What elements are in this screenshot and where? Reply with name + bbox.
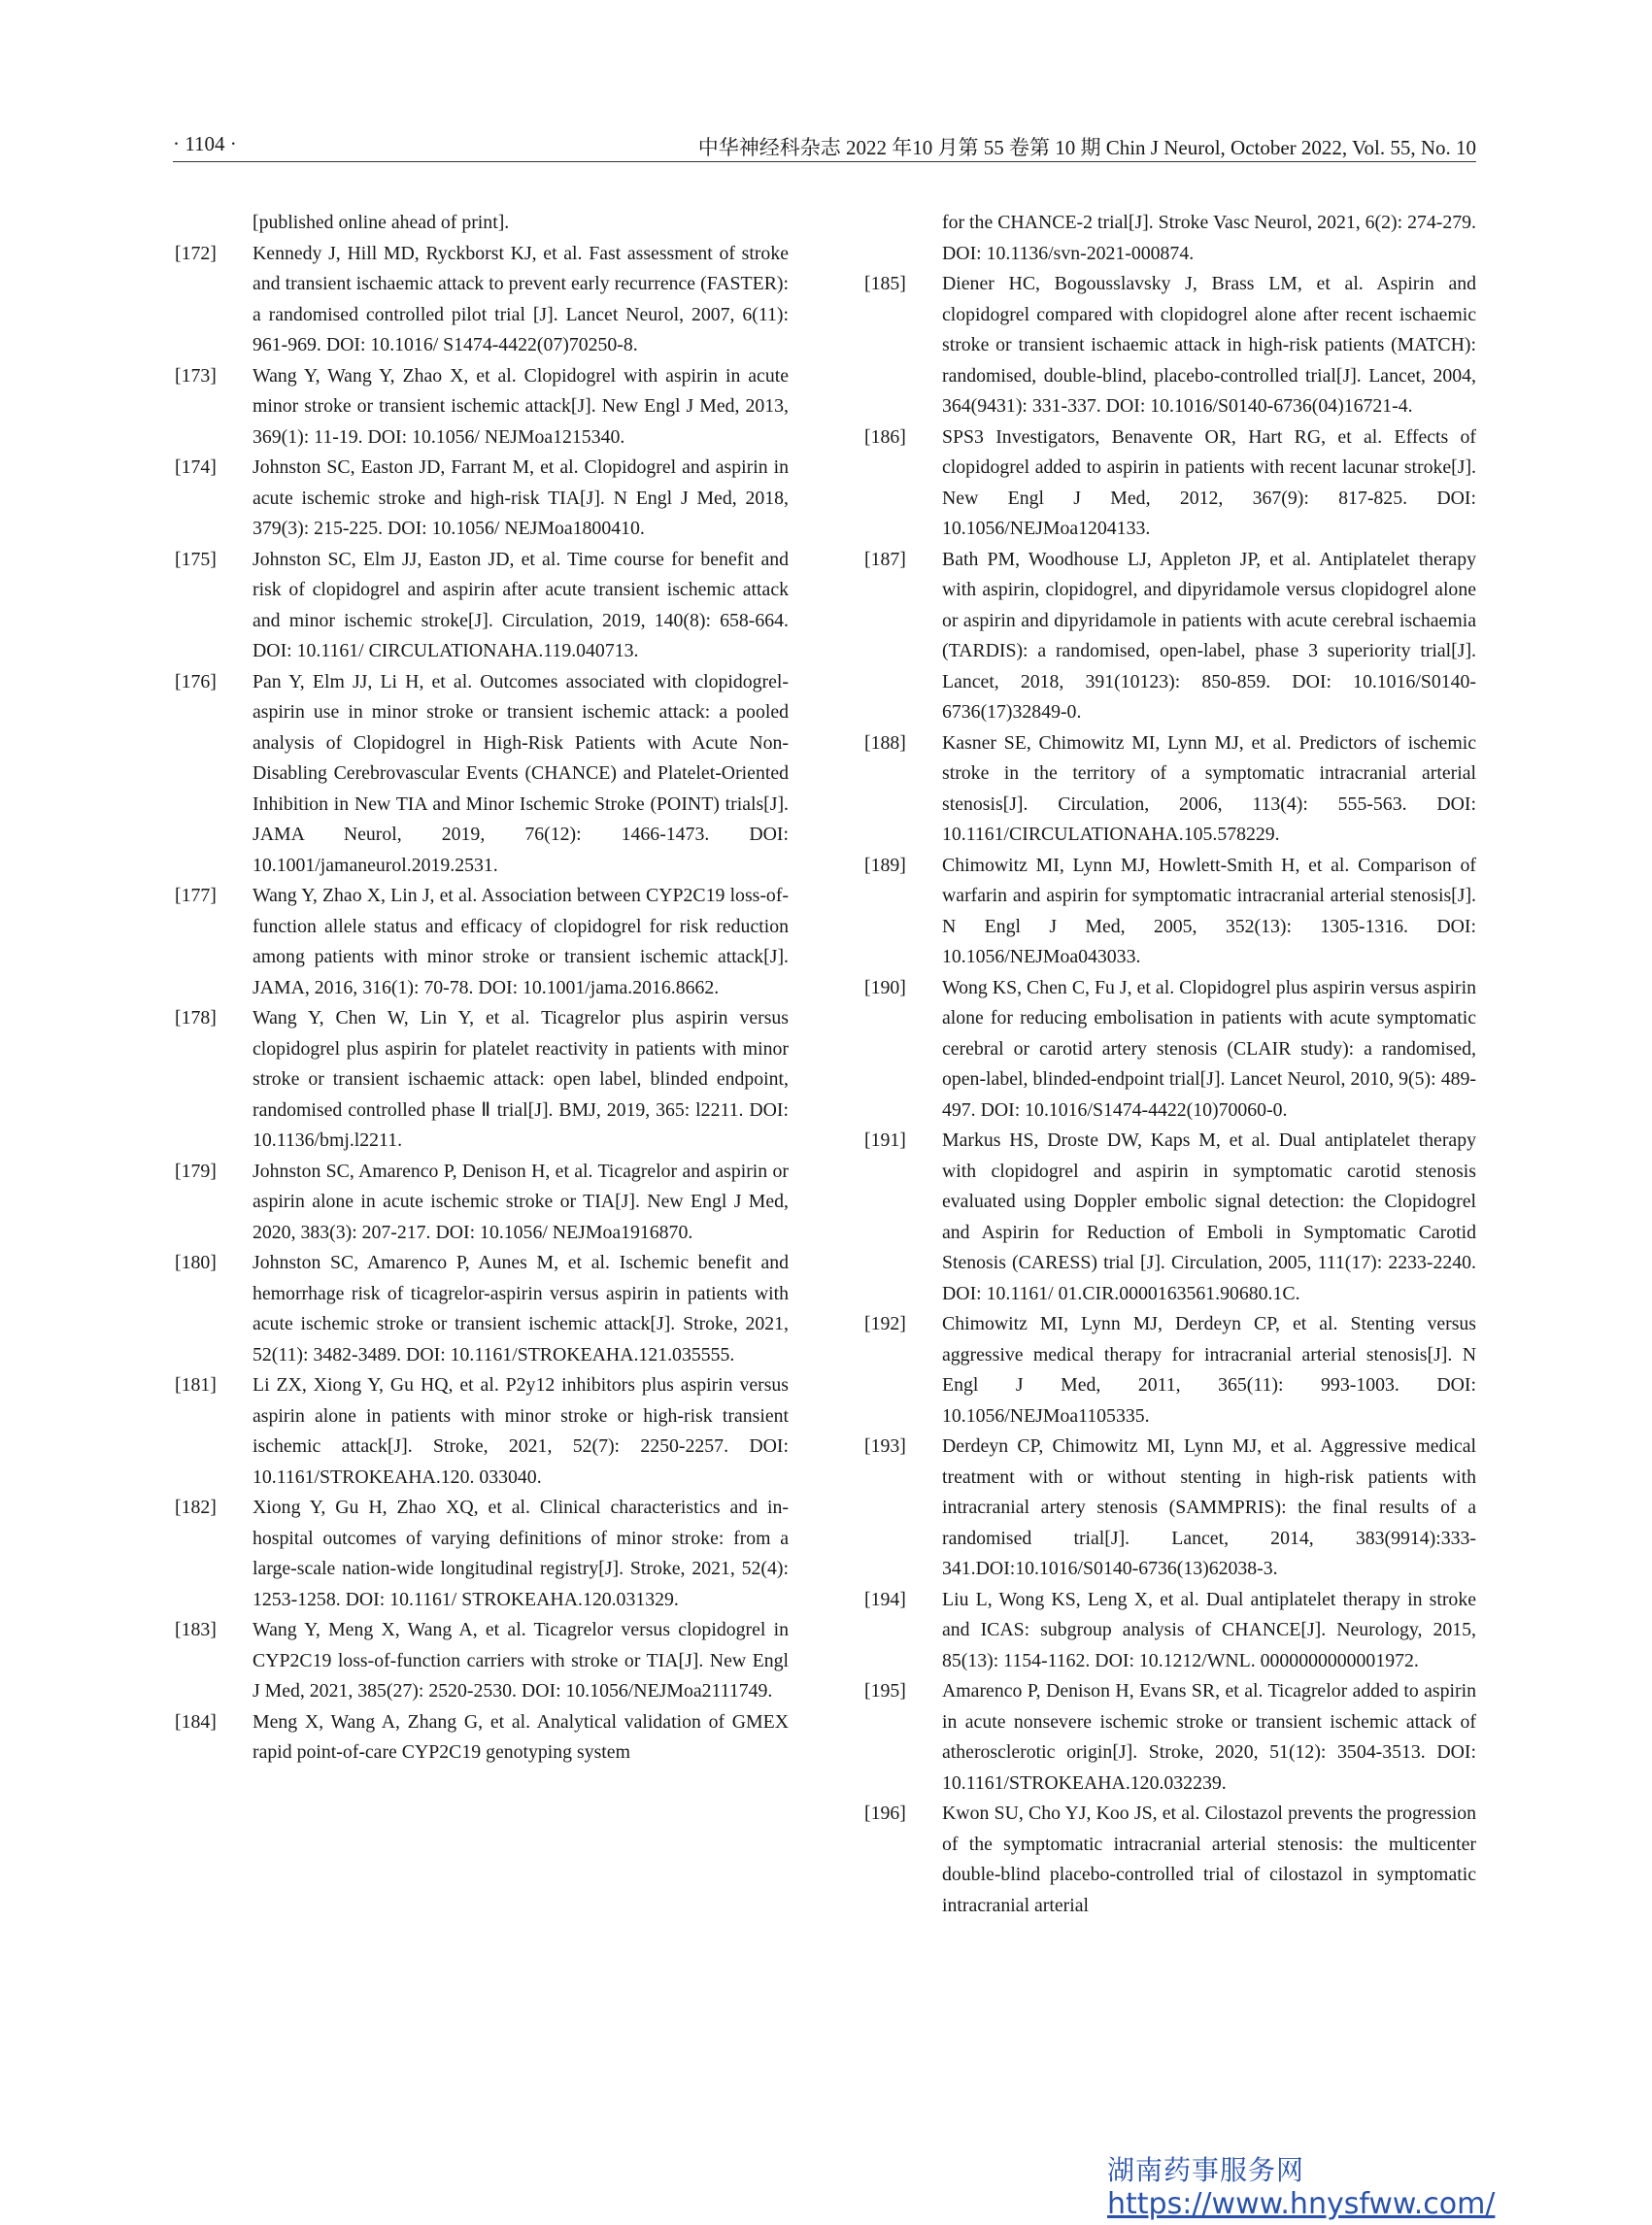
- reference-text: Meng X, Wang A, Zhang G, et al. Analytical validation of GMEX rapid point-of-care CYP2C19 genotyping system: [253, 1710, 789, 1763]
- reference-text: [published online ahead of print].: [253, 212, 510, 233]
- reference-text: Bath PM, Woodhouse LJ, Appleton JP, et al. Antiplatelet therapy with aspirin, clopidogrel, and dipyridamole versus clopidogrel alone or aspirin and dipyridamole in patients with acute cerebral ischaemia (TARDIS): a randomised, open-label, phase 3 superiority trial[J]. Lancet, 2018, 391(10123): 850-859. DOI: 10.1016/S0140- 6736(17)32849-0.: [942, 548, 1476, 723]
- reference-number: [178]: [175, 1007, 217, 1028]
- reference-text: Kasner SE, Chimowitz MI, Lynn MJ, et al. Predictors of ischemic stroke in the territory of a symptomatic intracranial arterial stenosis[J]. Circulation, 2006, 113(4): 555-563. DOI: 10.1161/CIRCULATIONAHA.105.578229.: [942, 731, 1476, 845]
- reference-number: [173]: [175, 364, 217, 387]
- reference-item: [175, 667, 789, 882]
- reference-number: [182]: [175, 1497, 217, 1518]
- reference-item: [864, 208, 1476, 269]
- reference-item: [175, 239, 789, 361]
- reference-item: [864, 973, 1476, 1127]
- reference-item: [864, 1126, 1476, 1309]
- journal-citation: 中华神经科杂志 2022 年10 月第 55 卷第 10 期 Chin J Neurol, October 2022, Vol. 55, No. 10: [697, 136, 1476, 159]
- reference-number: [191]: [864, 1129, 906, 1151]
- reference-text: Kwon SU, Cho YJ, Koo JS, et al. Cilostazol prevents the progression of the symptomatic intracranial arterial stenosis: the multicenter double-blind placebo-controlled trial of cilostazol in symptomatic intracranial arterial: [942, 1803, 1476, 1916]
- watermark-site-name: 湖南药事服务网: [1107, 2154, 1305, 2186]
- reference-column-left: [175, 208, 789, 1769]
- reference-item: [175, 208, 789, 239]
- reference-item: [864, 1676, 1476, 1799]
- reference-number: [193]: [864, 1435, 906, 1457]
- reference-text: Kennedy J, Hill MD, Ryckborst KJ, et al. Fast assessment of stroke and transient ischaemic attack to prevent early recurrence (FASTER): a randomised controlled pilot trial [J]. Lancet Neurol, 2007, 6(11): 961-969. DOI: 10.1016/ S1474-4422(07)70250-8.: [253, 242, 789, 355]
- reference-item: [864, 422, 1476, 545]
- reference-number: [190]: [864, 976, 906, 998]
- reference-text: Xiong Y, Gu H, Zhao XQ, et al. Clinical characteristics and in-hospital outcomes of varying definitions of minor stroke: from a large-scale nation-wide longitudinal registry[J]. Stroke, 2021, 52(4): 1253-1258. DOI: 10.1161/ STROKEAHA.120.031329.: [253, 1497, 789, 1610]
- reference-text: Chimowitz MI, Lynn MJ, Derdeyn CP, et al. Stenting versus aggressive medical therapy for intracranial arterial stenosis[J]. N Engl J Med, 2011, 365(11): 993-1003. DOI: 10.1056/NEJMoa1105335.: [942, 1313, 1476, 1427]
- watermark-url-link[interactable]: https://www.hnysfww.com/: [1107, 2187, 1496, 2221]
- reference-text: Liu L, Wong KS, Leng X, et al. Dual antiplatelet therapy in stroke and ICAS: subgroup analysis of CHANCE[J]. Neurology, 2015, 85(13): 1154-1162. DOI: 10.1212/WNL. 0000000000001972.: [942, 1588, 1476, 1671]
- reference-text: Pan Y, Elm JJ, Li H, et al. Outcomes associated with clopidogrel-aspirin use in minor stroke or transient ischemic attack: a pooled analysis of Clopidogrel in High-Risk Patients with Acute Non-Disabling Cerebrovascular Events (CHANCE) and Platelet-Oriented Inhibition in New TIA and Minor Ischemic Stroke (POINT) trials[J]. JAMA Neurol, 2019, 76(12): 1466-1473. DOI: 10.1001/jamaneurol.2019.2531.: [253, 670, 789, 876]
- reference-text: Wang Y, Zhao X, Lin J, et al. Association between CYP2C19 loss-of-function allele status and efficacy of clopidogrel for risk reduction among patients with minor stroke or transient ischemic attack[J]. JAMA, 2016, 316(1): 70-78. DOI: 10.1001/jama.2016.8662.: [253, 885, 789, 998]
- running-header: [173, 128, 1476, 162]
- reference-text: SPS3 Investigators, Benavente OR, Hart RG, et al. Effects of clopidogrel added to aspirin in patients with recent lacunar stroke[J]. New Engl J Med, 2012, 367(9): 817-825. DOI: 10.1056/NEJMoa1204133.: [942, 425, 1476, 539]
- reference-number: [183]: [175, 1619, 217, 1640]
- reference-item: [864, 851, 1476, 973]
- reference-item: [175, 1157, 789, 1249]
- reference-number: [194]: [864, 1588, 906, 1610]
- reference-item: [864, 545, 1476, 728]
- reference-number: [184]: [175, 1710, 217, 1733]
- reference-item: [864, 1432, 1476, 1585]
- reference-number: [196]: [864, 1803, 906, 1824]
- reference-number: [176]: [175, 670, 217, 692]
- reference-item: [175, 1248, 789, 1370]
- reference-text: for the CHANCE-2 trial[J]. Stroke Vasc Neurol, 2021, 6(2): 274-279. DOI: 10.1136/svn-2021-000874.: [942, 212, 1476, 264]
- reference-text: Johnston SC, Easton JD, Farrant M, et al. Clopidogrel and aspirin in acute ischemic stroke and high-risk TIA[J]. N Engl J Med, 2018, 379(3): 215-225. DOI: 10.1056/ NEJMoa1800410.: [253, 456, 789, 539]
- reference-number: [188]: [864, 731, 906, 754]
- reference-number: [181]: [175, 1374, 217, 1396]
- page-number: · 1104 ·: [173, 132, 237, 155]
- reference-item: [864, 1585, 1476, 1677]
- reference-item: [175, 361, 789, 454]
- reference-text: Amarenco P, Denison H, Evans SR, et al. Ticagrelor added to aspirin in acute nonsevere ischemic stroke or transient ischemic attack of atherosclerotic origin[J]. Stroke, 2020, 51(12): 3504-3513. DOI: 10.1161/STROKEAHA.120.032239.: [942, 1680, 1476, 1794]
- reference-number: [175]: [175, 548, 217, 570]
- reference-text: Diener HC, Bogousslavsky J, Brass LM, et al. Aspirin and clopidogrel compared with clopidogrel alone after recent ischaemic stroke or transient ischaemic attack in high-risk patients (MATCH): randomised, double-blind, placebo-controlled trial[J]. Lancet, 2004, 364(9431): 331-337. DOI: 10.1016/S0140-6736(04)16721-4.: [942, 273, 1476, 417]
- reference-number: [192]: [864, 1313, 906, 1334]
- reference-number: [174]: [175, 456, 217, 478]
- reference-text: Markus HS, Droste DW, Kaps M, et al. Dual antiplatelet therapy with clopidogrel and aspirin in symptomatic carotid stenosis evaluated using Doppler embolic signal detection: the Clopidogrel and Aspirin for Reduction of Emboli in Symptomatic Carotid Stenosis (CARESS) trial [J]. Circulation, 2005, 111(17): 2233-2240. DOI: 10.1161/ 01.CIR.0000163561.90680.1C.: [942, 1129, 1476, 1304]
- reference-number: [177]: [175, 885, 217, 906]
- reference-text: Wong KS, Chen C, Fu J, et al. Clopidogrel plus aspirin versus aspirin alone for reducing embolisation in patients with acute symptomatic cerebral or carotid artery stenosis (CLAIR study): a randomised, open-label, blinded-endpoint trial[J]. Lancet Neurol, 2010, 9(5): 489-497. DOI: 10.1016/S1474-4422(10)70060-0.: [942, 976, 1476, 1121]
- reference-column-right: [864, 208, 1476, 1921]
- reference-item: [175, 453, 789, 545]
- reference-item: [175, 545, 789, 667]
- reference-number: [179]: [175, 1160, 217, 1182]
- site-watermark: [1107, 2154, 1525, 2222]
- reference-item: [175, 1003, 789, 1157]
- reference-text: Chimowitz MI, Lynn MJ, Howlett-Smith H, et al. Comparison of warfarin and aspirin for symptomatic intracranial arterial stenosis[J]. N Engl J Med, 2005, 352(13): 1305-1316. DOI: 10.1056/NEJMoa043033.: [942, 854, 1476, 967]
- reference-text: Li ZX, Xiong Y, Gu HQ, et al. P2y12 inhibitors plus aspirin versus aspirin alone in patients with minor stroke or high-risk transient ischemic attack[J]. Stroke, 2021, 52(7): 2250-2257. DOI: 10.1161/STROKEAHA.120. 033040.: [253, 1374, 789, 1488]
- reference-text: Wang Y, Wang Y, Zhao X, et al. Clopidogrel with aspirin in acute minor stroke or transient ischemic attack[J]. New Engl J Med, 2013, 369(1): 11-19. DOI: 10.1056/ NEJMoa1215340.: [253, 364, 789, 448]
- reference-item: [175, 1370, 789, 1493]
- reference-item: [175, 1493, 789, 1615]
- reference-item: [864, 269, 1476, 422]
- reference-number: [195]: [864, 1680, 906, 1702]
- reference-item: [175, 1615, 789, 1707]
- reference-item: [864, 1799, 1476, 1921]
- reference-number: [186]: [864, 425, 906, 448]
- reference-number: [187]: [864, 548, 906, 570]
- reference-item: [864, 1309, 1476, 1432]
- reference-item: [175, 881, 789, 1003]
- reference-number: [189]: [864, 854, 906, 876]
- reference-text: Johnston SC, Elm JJ, Easton JD, et al. Time course for benefit and risk of clopidogrel and aspirin after acute transient ischemic attack and minor ischemic stroke[J]. Circulation, 2019, 140(8): 658-664. DOI: 10.1161/ CIRCULATIONAHA.119.040713.: [253, 548, 789, 661]
- reference-number: [172]: [175, 242, 217, 264]
- reference-text: Wang Y, Chen W, Lin Y, et al. Ticagrelor plus aspirin versus clopidogrel plus aspirin for platelet reactivity in patients with minor stroke or transient ischaemic attack: open label, blinded endpoint, randomised controlled phase Ⅱ trial[J]. BMJ, 2019, 365: l2211. DOI: 10.1136/bmj.l2211.: [253, 1007, 789, 1151]
- reference-item: [175, 1707, 789, 1769]
- reference-number: [185]: [864, 273, 906, 294]
- reference-item: [864, 728, 1476, 851]
- reference-text: Derdeyn CP, Chimowitz MI, Lynn MJ, et al. Aggressive medical treatment with or without stenting in high-risk patients with intracranial artery stenosis (SAMMPRIS): the final results of a randomised trial[J]. Lancet, 2014, 383(9914):333-341.DOI:10.1016/S0140-6736(13)62038-3.: [942, 1435, 1476, 1579]
- reference-text: Johnston SC, Amarenco P, Denison H, et al. Ticagrelor and aspirin or aspirin alone in acute ischemic stroke or TIA[J]. New Engl J Med, 2020, 383(3): 207-217. DOI: 10.1056/ NEJMoa1916870.: [253, 1160, 789, 1243]
- reference-text: Johnston SC, Amarenco P, Aunes M, et al. Ischemic benefit and hemorrhage risk of ticagrelor-aspirin versus aspirin in patients with acute ischemic stroke or transient ischemic attack[J]. Stroke, 2021, 52(11): 3482-3489. DOI: 10.1161/STROKEAHA.121.035555.: [253, 1252, 789, 1365]
- reference-number: [180]: [175, 1252, 217, 1273]
- reference-text: Wang Y, Meng X, Wang A, et al. Ticagrelor versus clopidogrel in CYP2C19 loss-of-function carriers with stroke or TIA[J]. New Engl J Med, 2021, 385(27): 2520-2530. DOI: 10.1056/NEJMoa2111749.: [253, 1619, 789, 1702]
